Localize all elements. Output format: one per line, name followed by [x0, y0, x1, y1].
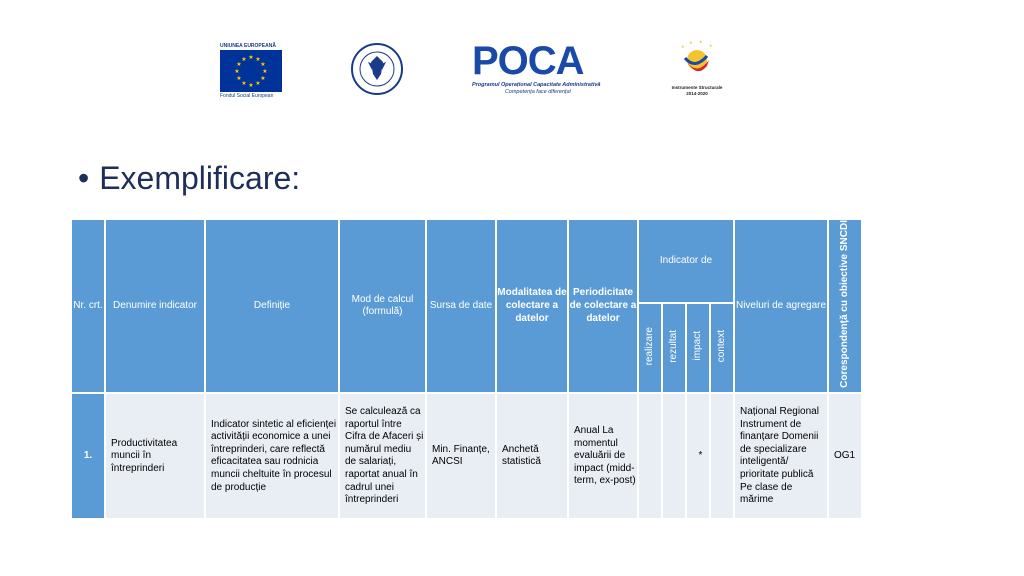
header-mod-calcul: Mod de calcul (formulă) — [339, 219, 426, 393]
svg-text:★: ★ — [241, 80, 247, 87]
svg-text:★: ★ — [248, 54, 254, 61]
structural-instruments-logo — [664, 40, 730, 102]
cell-sursa: Min. Finanțe, ANCSI — [426, 393, 496, 519]
header-rezultat-text: rezultat — [667, 329, 679, 363]
cell-corespondenta: OG1 — [828, 393, 862, 519]
poca-logo-subtitle: Programul Operațional Capacitate Administrativă — [472, 82, 601, 88]
header-realizare — [638, 303, 662, 393]
header-realizare-text: realizare — [643, 326, 655, 366]
eu-flag-icon — [220, 50, 282, 92]
poca-logo-slogan: Competența face diferența! — [504, 89, 572, 95]
header-indicator-de: Indicator de — [638, 219, 734, 303]
cell-realizare — [638, 393, 662, 519]
eu-logo — [220, 43, 284, 99]
svg-text:★: ★ — [255, 80, 261, 87]
structural-instruments-caption: Instrumente Structurale — [671, 85, 723, 90]
title-bullet: • — [78, 160, 90, 196]
header-context-text: context — [715, 329, 727, 363]
table-row — [71, 393, 862, 519]
cell-rezultat — [662, 393, 686, 519]
indicator-table — [70, 218, 863, 520]
svg-text:★: ★ — [236, 75, 242, 82]
cell-definitie: Indicator sintetic al eficienței activității economice a unei întreprinderi, care reflectă eficacitatea sau rodnicia muncii cheltuite în procesul de producție — [205, 393, 339, 519]
slide-title — [78, 160, 300, 197]
structural-instruments-icon — [677, 40, 717, 80]
svg-text:★: ★ — [255, 56, 261, 63]
eu-logo-top-text: UNIUNEA EUROPEANĂ — [220, 43, 276, 49]
svg-text:★: ★ — [699, 40, 703, 44]
government-seal-logo — [350, 42, 404, 96]
poca-logo — [472, 40, 604, 100]
svg-text:★: ★ — [260, 61, 266, 68]
header-niveluri: Niveluri de agregare — [734, 219, 828, 393]
header-rezultat — [662, 303, 686, 393]
svg-text:★: ★ — [236, 61, 242, 68]
header-impact — [686, 303, 710, 393]
logo-bar — [0, 38, 1024, 108]
svg-text:★: ★ — [248, 82, 254, 89]
eu-logo-bottom-text: Fondul Social European — [220, 93, 274, 99]
svg-text:★: ★ — [262, 68, 268, 75]
structural-instruments-years: 2014-2020 — [686, 91, 708, 96]
poca-logo-word: POCA — [472, 39, 584, 83]
svg-text:★: ★ — [234, 68, 240, 75]
cell-denumire: Productivitatea muncii în întreprinderi — [105, 393, 205, 519]
cell-nr: 1. — [71, 393, 105, 519]
header-nr: Nr. crt. — [71, 219, 105, 393]
header-modalitatea: Modalitatea de colectare a datelor — [496, 219, 568, 393]
header-definitie: Definiție — [205, 219, 339, 393]
cell-periodicitate: Anual La momentul evaluării de impact (midd-term, ex-post) — [568, 393, 638, 519]
svg-text:★: ★ — [241, 56, 247, 63]
svg-text:★: ★ — [689, 40, 693, 45]
cell-impact: * — [686, 393, 710, 519]
header-periodicitate: Periodicitate de colectare a datelor — [568, 219, 638, 393]
svg-text:★: ★ — [709, 43, 713, 48]
cell-niveluri: Național Regional Instrument de finanțare Domenii de specializare inteligentă/ prioritate publică Pe clase de mărime — [734, 393, 828, 519]
title-text: Exemplificare: — [99, 160, 301, 196]
svg-text:★: ★ — [260, 75, 266, 82]
header-context — [710, 303, 734, 393]
svg-text:★: ★ — [681, 44, 685, 49]
header-sursa: Sursa de date — [426, 219, 496, 393]
cell-mod-calcul: Se calculează ca raportul între Cifra de Afaceri și numărul mediu de salariați, raportat anual în cadrul unei întreprinderi — [339, 393, 426, 519]
header-corespondenta — [828, 219, 862, 393]
cell-context — [710, 393, 734, 519]
cell-modalitatea: Anchetă statistică — [496, 393, 568, 519]
header-denumire: Denumire indicator — [105, 219, 205, 393]
header-corespondenta-text: Corespondență cu obiective SNCDI — [838, 220, 850, 388]
header-impact-text: impact — [691, 331, 703, 361]
